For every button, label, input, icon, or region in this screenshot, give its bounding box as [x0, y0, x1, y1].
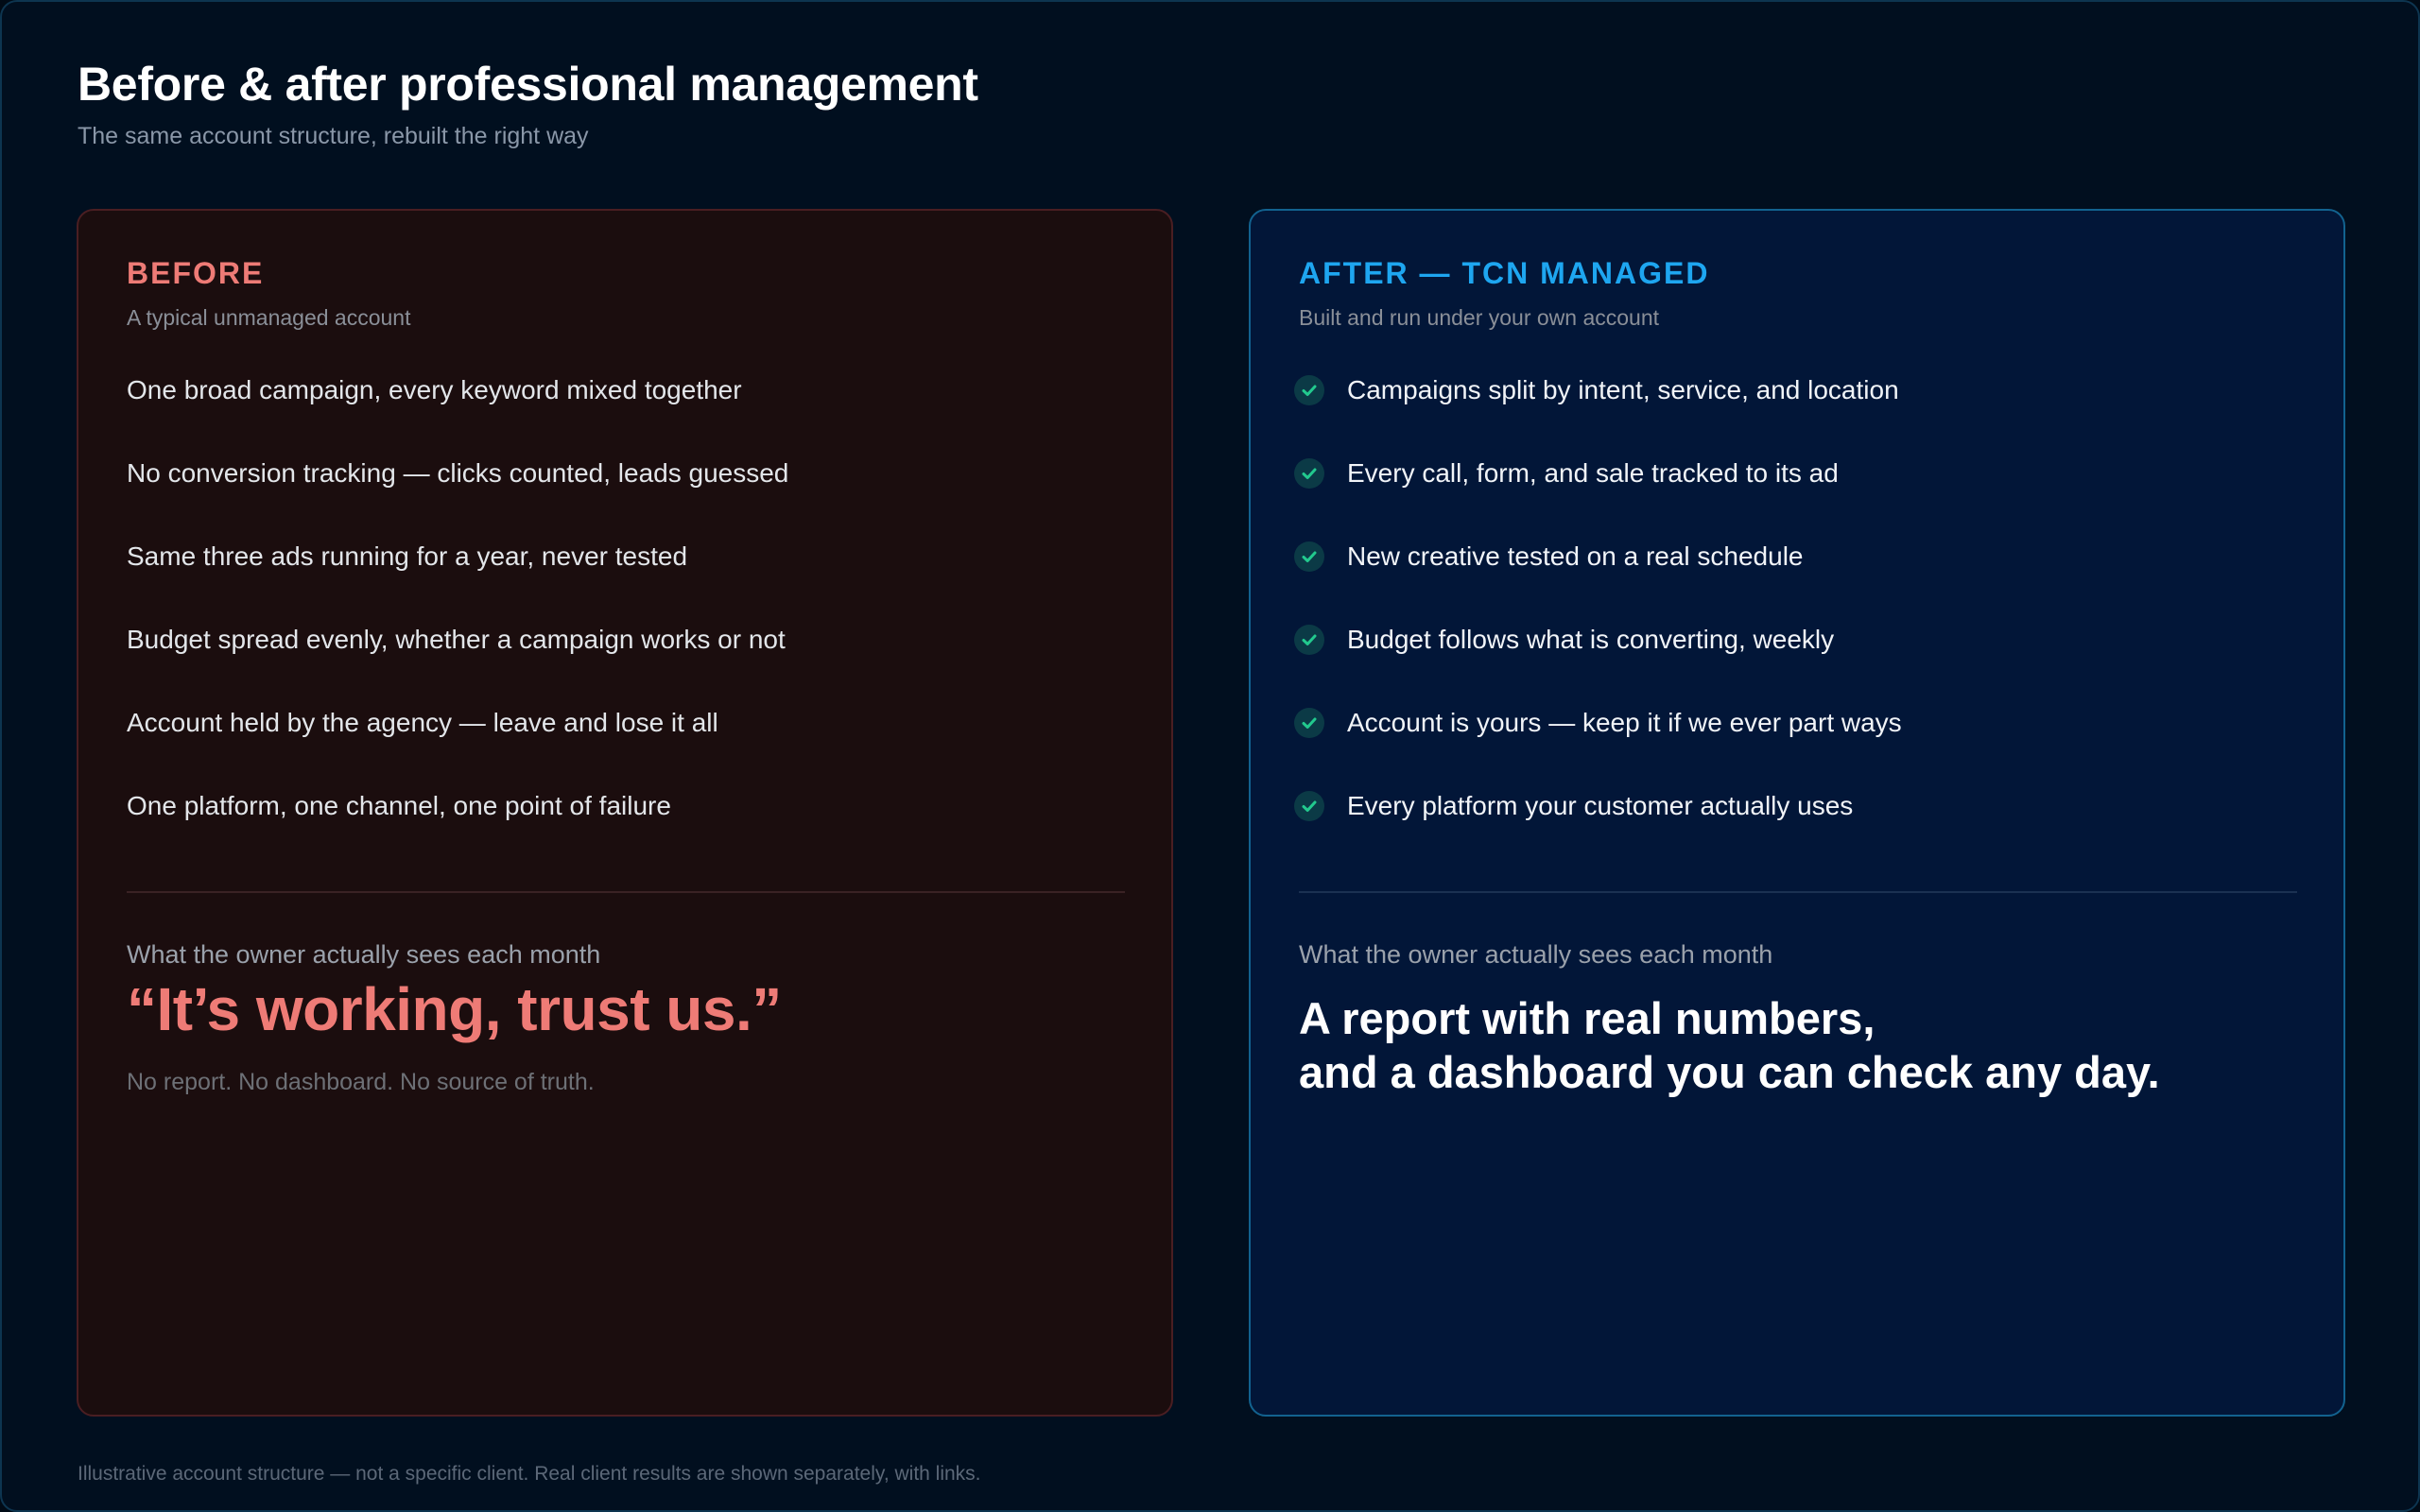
- check-circle-icon: [1294, 458, 1324, 489]
- after-headline-line: and a dashboard you can check any day.: [1299, 1047, 2160, 1097]
- after-item-text: Account is yours — keep it if we ever part ways: [1347, 708, 1902, 737]
- before-item-text: One platform, one channel, one point of failure: [127, 791, 671, 820]
- after-item: [1299, 785, 1902, 868]
- check-circle-icon: [1294, 791, 1324, 821]
- after-item-text: Budget follows what is converting, weekly: [1347, 625, 1835, 654]
- before-item-text: Account held by the agency — leave and lose it all: [127, 708, 718, 737]
- after-item: [1299, 536, 1902, 619]
- after-description: Built and run under your own account: [1299, 305, 1660, 330]
- after-item: [1299, 453, 1902, 536]
- before-item: [127, 453, 788, 536]
- before-item-text: Same three ads running for a year, never tested: [127, 541, 688, 571]
- before-list: [127, 369, 788, 868]
- after-item-text: New creative tested on a real schedule: [1347, 541, 1804, 571]
- page-title: Before & after professional management: [78, 58, 978, 111]
- after-item-text: Every call, form, and sale tracked to its ad: [1347, 458, 1839, 488]
- before-quote: “It’s working, trust us.”: [127, 975, 782, 1043]
- after-item: [1299, 619, 1902, 702]
- check-circle-icon: [1294, 625, 1324, 655]
- before-label: BEFORE: [127, 256, 265, 290]
- after-panel: [1249, 209, 2345, 1417]
- before-item: [127, 369, 788, 453]
- footer-disclaimer: Illustrative account structure — not a specific client. Real client results are shown separately, with links.: [78, 1463, 981, 1485]
- before-sees-label: What the owner actually sees each month: [127, 940, 601, 969]
- before-item: [127, 536, 788, 619]
- after-item: [1299, 702, 1902, 785]
- after-item: [1299, 369, 1902, 453]
- before-panel: [77, 209, 1173, 1417]
- before-item: [127, 702, 788, 785]
- after-divider: [1299, 891, 2297, 893]
- page-subtitle: The same account structure, rebuilt the right way: [78, 123, 589, 149]
- before-divider: [127, 891, 1125, 893]
- check-circle-icon: [1294, 541, 1324, 572]
- before-item-text: One broad campaign, every keyword mixed together: [127, 375, 742, 404]
- before-item: [127, 619, 788, 702]
- after-item-text: Every platform your customer actually uses: [1347, 791, 1854, 820]
- after-label: AFTER — TCN MANAGED: [1299, 256, 1710, 290]
- after-list: [1299, 369, 1902, 868]
- before-quote-note: No report. No dashboard. No source of truth.: [127, 1069, 595, 1095]
- before-item-text: No conversion tracking — clicks counted, leads guessed: [127, 458, 789, 488]
- before-item: [127, 785, 788, 868]
- check-circle-icon: [1294, 708, 1324, 738]
- after-item-text: Campaigns split by intent, service, and location: [1347, 375, 1899, 404]
- after-sees-label: What the owner actually sees each month: [1299, 940, 1773, 969]
- before-item-text: Budget spread evenly, whether a campaign works or not: [127, 625, 786, 654]
- check-circle-icon: [1294, 375, 1324, 405]
- after-headline-line: A report with real numbers,: [1299, 993, 1876, 1043]
- after-headline: [1299, 991, 2160, 1099]
- before-description: A typical unmanaged account: [127, 305, 411, 330]
